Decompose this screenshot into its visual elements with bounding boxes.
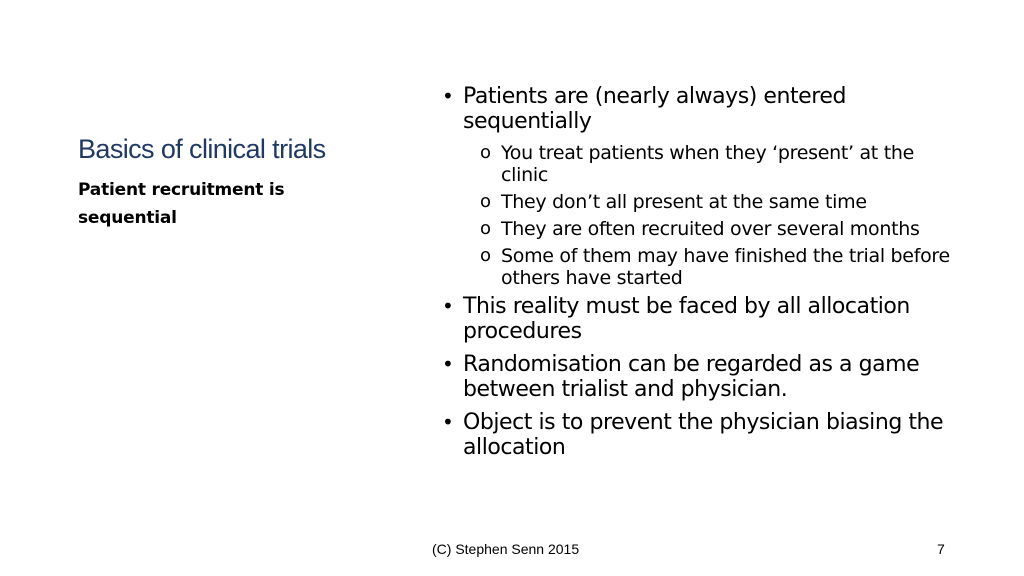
- sub-bullet-text: Some of them may have finished the trial before others have started: [501, 245, 950, 289]
- bullet-item: [440, 294, 960, 344]
- sub-bullet-item: [440, 245, 960, 289]
- bullet-marker: •: [442, 352, 454, 376]
- bullet-marker: •: [442, 294, 454, 318]
- bullet-text: Patients are (nearly always) entered sequentially: [463, 84, 846, 134]
- sub-bullet-text: They are often recruited over several months: [501, 218, 920, 240]
- sub-bullet-text: You treat patients when they ‘present’ at the clinic: [501, 142, 914, 186]
- bullet-item: [440, 410, 960, 460]
- sub-bullet-item: [440, 142, 960, 186]
- bullet-item: [440, 84, 960, 134]
- sub-bullet-marker: o: [480, 142, 491, 163]
- slide-subtitle: Patient recruitment is sequential: [78, 180, 285, 228]
- sub-bullet-marker: o: [480, 191, 491, 212]
- bullet-text: Object is to prevent the physician biasing the allocation: [463, 410, 944, 460]
- sub-bullet-marker: o: [480, 218, 491, 239]
- sub-bullet-item: [440, 218, 960, 240]
- footer-copyright: (C) Stephen Senn 2015: [432, 541, 580, 557]
- bullet-marker: •: [442, 84, 454, 108]
- bullet-list: [440, 84, 960, 468]
- slide-title: Basics of clinical trials: [78, 134, 326, 164]
- sub-bullet-marker: o: [480, 245, 491, 266]
- bullet-marker: •: [442, 410, 454, 434]
- bullet-text: Randomisation can be regarded as a game between trialist and physician.: [463, 352, 920, 402]
- bullet-item: [440, 352, 960, 402]
- bullet-text: This reality must be faced by all allocation procedures: [463, 294, 910, 344]
- sub-bullet-item: [440, 191, 960, 213]
- sub-bullet-text: They don’t all present at the same time: [501, 191, 867, 213]
- page-number: 7: [937, 541, 945, 557]
